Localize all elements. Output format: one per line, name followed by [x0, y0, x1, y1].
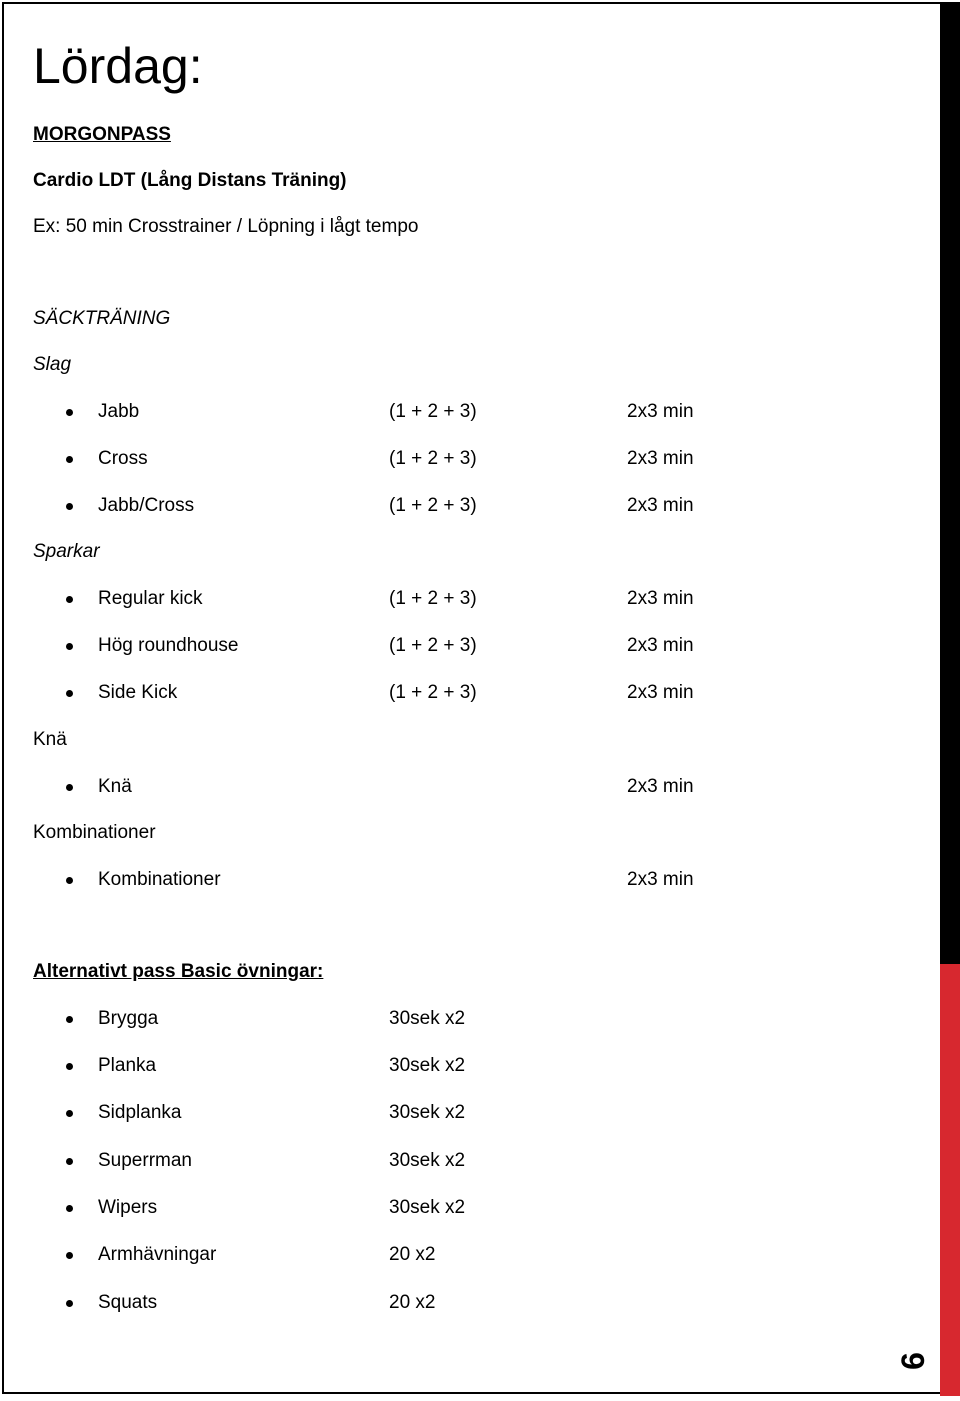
bullet-icon [66, 503, 73, 510]
exercise-time: 2x3 min [627, 448, 694, 469]
page-title: Lördag: [33, 38, 203, 94]
exercise-name: Jabb/Cross [98, 495, 195, 516]
bullet-icon [66, 877, 73, 884]
exercise-reps: 30sek x2 [389, 1102, 466, 1123]
list-item [0, 681, 940, 705]
exercise-name: Regular kick [98, 588, 203, 609]
cardio-example: Ex: 50 min Crosstrainer / Löpning i lågt tempo [33, 216, 419, 237]
exercise-time: 2x3 min [627, 869, 694, 890]
list-item [0, 775, 940, 799]
exercise-reps: 30sek x2 [389, 1150, 466, 1171]
exercise-name: Superrman [98, 1150, 192, 1171]
page-number: 6 [895, 1352, 931, 1370]
bullet-icon [66, 596, 73, 603]
exercise-reps: 20 x2 [389, 1244, 436, 1265]
list-item [0, 868, 940, 892]
exercise-name: Wipers [98, 1197, 158, 1218]
exercise-time: 2x3 min [627, 401, 694, 422]
list-item [0, 1291, 940, 1315]
exercise-reps: 30sek x2 [389, 1008, 466, 1029]
cardio-title: Cardio LDT (Lång Distans Träning) [33, 170, 347, 191]
bullet-icon [66, 1252, 73, 1259]
list-item [0, 634, 940, 658]
exercise-time: 2x3 min [627, 682, 694, 703]
exercise-name: Cross [98, 448, 148, 469]
bullet-icon [66, 784, 73, 791]
list-item [0, 587, 940, 611]
exercise-time: 2x3 min [627, 588, 694, 609]
exercise-reps: 20 x2 [389, 1292, 436, 1313]
list-item [0, 494, 940, 518]
bullet-icon [66, 1158, 73, 1165]
alternative-heading: Alternativt pass Basic övningar: [33, 961, 324, 982]
exercise-sets: (1 + 2 + 3) [389, 588, 477, 609]
exercise-name: Knä [98, 776, 132, 797]
bullet-icon [66, 409, 73, 416]
bullet-icon [66, 1016, 73, 1023]
exercise-sets: (1 + 2 + 3) [389, 448, 477, 469]
bullet-icon [66, 1205, 73, 1212]
list-item [0, 1149, 940, 1173]
exercise-name: Jabb [98, 401, 140, 422]
bullet-icon [66, 1300, 73, 1307]
punches-label: Slag [33, 354, 72, 375]
side-bar-red [940, 964, 960, 1396]
list-item [0, 1243, 940, 1267]
exercise-name: Armhävningar [98, 1244, 217, 1265]
bullet-icon [66, 643, 73, 650]
exercise-reps: 30sek x2 [389, 1055, 466, 1076]
exercise-name: Planka [98, 1055, 157, 1076]
exercise-name: Squats [98, 1292, 158, 1313]
list-item [0, 1196, 940, 1220]
exercise-sets: (1 + 2 + 3) [389, 495, 477, 516]
exercise-name: Side Kick [98, 682, 178, 703]
exercise-time: 2x3 min [627, 776, 694, 797]
list-item [0, 1054, 940, 1078]
list-item [0, 400, 940, 424]
knee-label: Knä [33, 729, 67, 750]
exercise-time: 2x3 min [627, 635, 694, 656]
bullet-icon [66, 1110, 73, 1117]
morning-heading: MORGONPASS [33, 124, 171, 145]
exercise-name: Hög roundhouse [98, 635, 239, 656]
list-item [0, 1101, 940, 1125]
exercise-name: Kombinationer [98, 869, 221, 890]
bullet-icon [66, 1063, 73, 1070]
list-item [0, 1007, 940, 1031]
exercise-name: Sidplanka [98, 1102, 182, 1123]
combos-label: Kombinationer [33, 822, 156, 843]
bullet-icon [66, 456, 73, 463]
exercise-time: 2x3 min [627, 495, 694, 516]
side-bar-black [940, 2, 960, 964]
exercise-reps: 30sek x2 [389, 1197, 466, 1218]
kicks-label: Sparkar [33, 541, 100, 562]
exercise-sets: (1 + 2 + 3) [389, 401, 477, 422]
bag-training-heading: SÄCKTRÄNING [33, 308, 171, 329]
bullet-icon [66, 690, 73, 697]
exercise-sets: (1 + 2 + 3) [389, 682, 477, 703]
exercise-sets: (1 + 2 + 3) [389, 635, 477, 656]
exercise-name: Brygga [98, 1008, 159, 1029]
list-item [0, 447, 940, 471]
